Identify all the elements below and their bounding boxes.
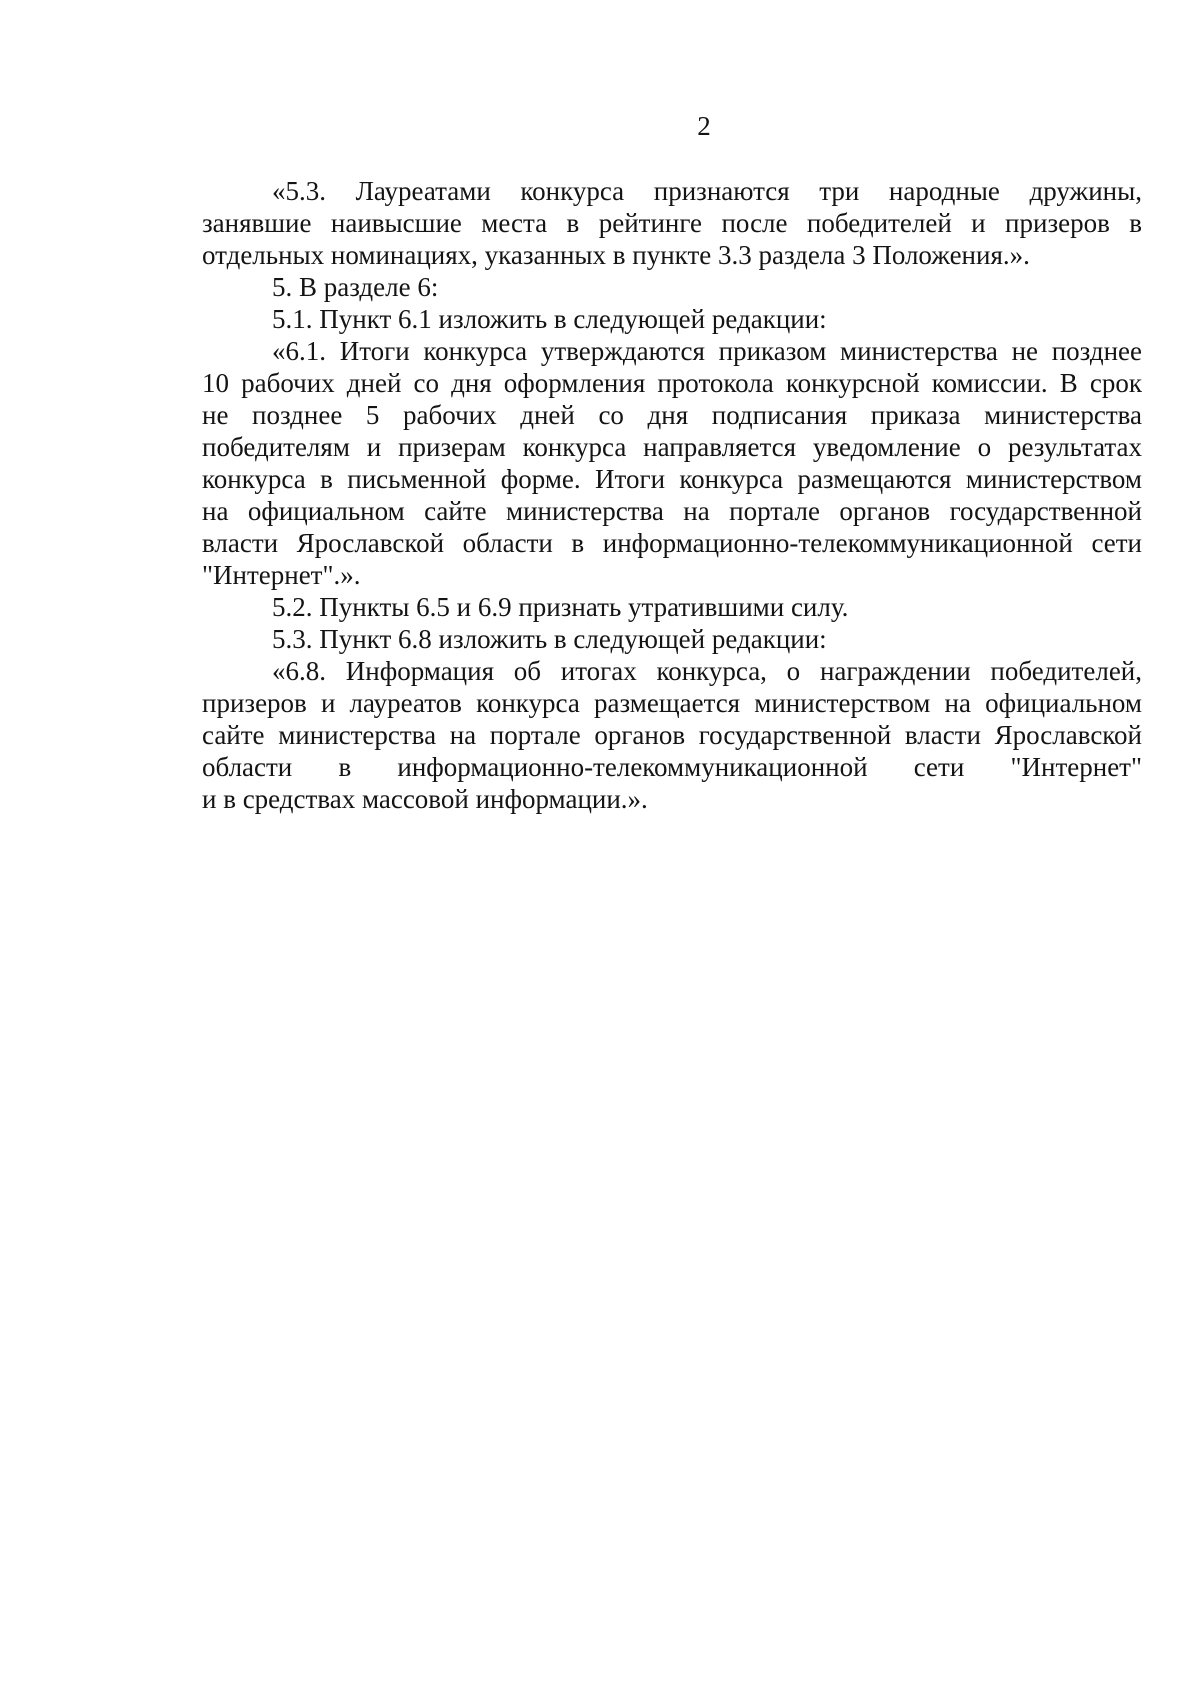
- paragraph-5-3-amend: [202, 623, 1142, 655]
- text-line: «6.1. Итоги конкурса утверждаются приказом министерства не позднее: [272, 336, 1142, 366]
- paragraph-5-3: [202, 175, 1142, 271]
- text-line: 5.1. Пункт 6.1 изложить в следующей редакции:: [272, 304, 827, 334]
- text-line: 5. В разделе 6:: [272, 272, 439, 302]
- paragraph-5-1: [202, 303, 1142, 335]
- text-line: на официальном сайте министерства на портале органов государственной: [202, 496, 1142, 526]
- text-line: конкурса в письменной форме. Итоги конкурса размещаются министерством: [202, 464, 1142, 494]
- paragraph-6-1: [202, 335, 1142, 591]
- text-line: 10 рабочих дней со дня оформления протокола конкурсной комиссии. В срок: [202, 368, 1142, 398]
- text-line: области в информационно-телекоммуникационной сети "Интернет": [202, 752, 1142, 782]
- text-line: и в средствах массовой информации.».: [202, 784, 648, 814]
- text-line: 5.2. Пункты 6.5 и 6.9 признать утратившими силу.: [272, 592, 849, 622]
- text-line: 5.3. Пункт 6.8 изложить в следующей редакции:: [272, 624, 827, 654]
- text-line: не позднее 5 рабочих дней со дня подписания приказа министерства: [202, 400, 1142, 430]
- text-line: "Интернет".».: [202, 560, 361, 590]
- page-number: 2: [697, 111, 711, 141]
- text-line: призеров и лауреатов конкурса размещается министерством на официальном: [202, 688, 1142, 718]
- text-line: власти Ярославской области в информационно-телекоммуникационной сети: [202, 528, 1142, 558]
- text-line: «6.8. Информация об итогах конкурса, о награждении победителей,: [272, 656, 1142, 686]
- paragraph-6-8: [202, 655, 1142, 815]
- paragraph-5: [202, 271, 1142, 303]
- text-line: отдельных номинациях, указанных в пункте 3.3 раздела 3 Положения.».: [202, 240, 1030, 270]
- document-body: [202, 175, 1142, 815]
- text-line: победителям и призерам конкурса направляется уведомление о результатах: [202, 432, 1142, 462]
- paragraph-5-2: [202, 591, 1142, 623]
- text-line: занявшие наивысшие места в рейтинге после победителей и призеров в: [202, 208, 1142, 238]
- text-line: «5.3. Лауреатами конкурса признаются три народные дружины,: [272, 176, 1142, 206]
- text-line: сайте министерства на портале органов государственной власти Ярославской: [202, 720, 1142, 750]
